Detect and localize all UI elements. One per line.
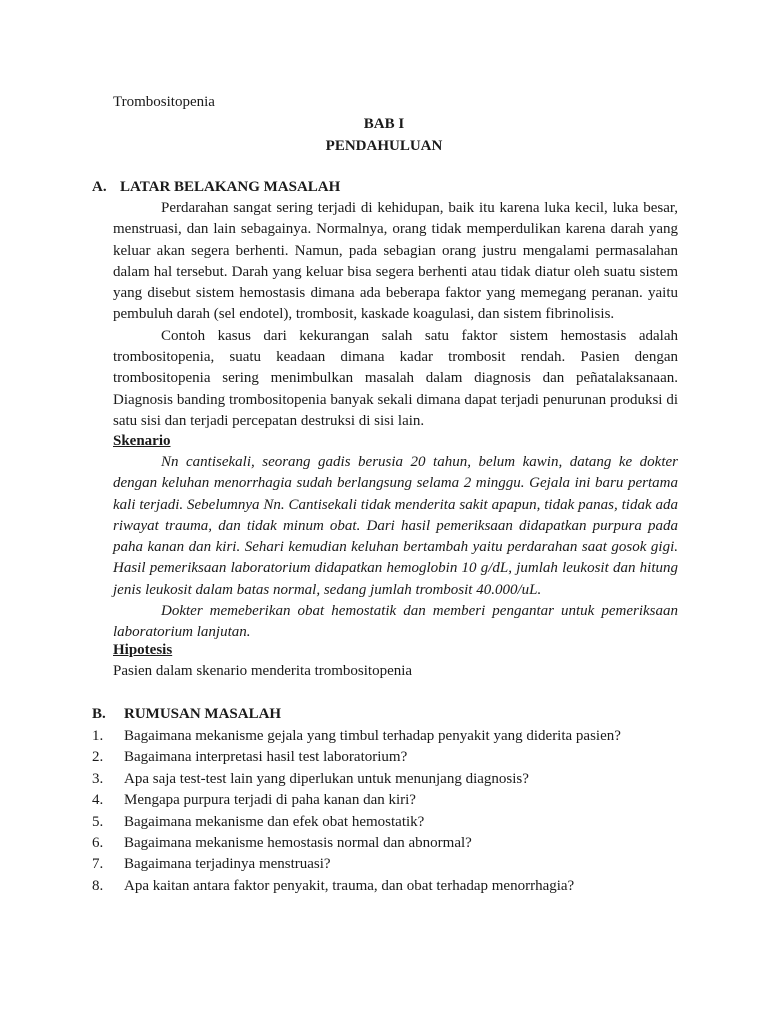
list-item-number: 8. — [92, 877, 104, 894]
skenario-paragraph-2: Dokter memeberikan obat hemostatik dan memberi pengantar untuk pemeriksaan laboratorium lanjutan. — [113, 603, 678, 641]
list-item-text: Mengapa purpura terjadi di paha kanan dan kiri? — [124, 792, 416, 809]
list-item — [92, 854, 621, 875]
list-item-text: Bagaimana terjadinya menstruasi? — [124, 856, 331, 873]
list-item — [92, 769, 621, 790]
chapter-title: PENDAHULUAN — [325, 138, 443, 154]
skenario-paragraph-1: Nn cantisekali, seorang gadis berusia 20 tahun, belum kawin, datang ke dokter dengan keluhan menorrhagia sudah berlangsung selama 2 minggu. Gejala ini baru pertama kali terjadi. Sebelumnya Nn. Cantisekali tidak menderita sakit apapun, tidak panas, tidak ada riwayat trauma, dan tidak minum obat. Dari hasil pemeriksaan didapatkan purpura pada paha kanan dan kiri. Sehari kemudian keluhan bertambah yaitu perdarahan saat gosok gigi. Hasil pemeriksaan laboratorium didapatkan hemoglobin 10 g/dL, jumlah leukosit dan hitung jenis leukosit dalam batas normal, sedang jumlah trombosit 40.000/uL. — [113, 454, 678, 598]
list-item-text: Apa kaitan antara faktor penyakit, trauma, dan obat terhadap menorrhagia? — [124, 877, 575, 894]
list-item-text: Bagaimana interpretasi hasil test laboratorium? — [124, 749, 408, 766]
hypothesis-block — [113, 640, 678, 682]
list-item-number: 5. — [92, 813, 104, 830]
hipotesis-text: Pasien dalam skenario menderita trombositopenia — [113, 663, 413, 679]
paragraph-2: Contoh kasus dari kekurangan salah satu faktor sistem hemostasis adalah trombositopenia, suatu keadaan dimana kadar trombosit rendah. Pasien dengan trombositopenia sering menimbulkan masalah dalam diagnosis dan peñatalaksanaan. Diagnosis banding trombositopenia banyak sekali dimana dapat terjadi penurunan produksi di satu sisi dan terjadi percepatan destruksi di sisi lain. — [113, 327, 678, 429]
skenario-heading: Skenario — [113, 433, 171, 449]
list-item-number: 6. — [92, 835, 104, 852]
list-item-text: Bagaimana mekanisme dan efek obat hemostatik? — [124, 813, 425, 830]
list-item — [92, 812, 621, 833]
background-text — [113, 198, 678, 432]
list-item-number: 7. — [92, 856, 104, 873]
list-item — [92, 833, 621, 854]
hipotesis-heading: Hipotesis — [113, 642, 173, 658]
chapter-number: BAB I — [363, 116, 405, 132]
list-item-text: Bagaimana mekanisme hemostasis normal dan abnormal? — [124, 835, 472, 852]
list-item-number: 2. — [92, 749, 104, 766]
paragraph-1: Perdarahan sangat sering terjadi di kehidupan, baik itu karena luka kecil, luka besar, menstruasi, dan lain sebagainya. Normalnya, orang tidak memperdulikan karena darah yang keluar akan segera berhenti. Namun, pada sebagian orang justru mengalami permasalahan dalam hal tersebut. Darah yang keluar bisa segera berhenti atau tidak diatur oleh suatu sistem yang disebut sistem hemostasis dimana ada beberapa faktor yang memegang peranan. yaitu pembuluh darah (sel endotel), trombosit, kaskade koagulasi, dan sistem fibrinolisis. — [113, 200, 678, 323]
list-item — [92, 876, 621, 897]
list-item — [92, 726, 621, 747]
section-b-heading — [92, 704, 281, 724]
list-item — [92, 790, 621, 811]
list-item-text: Apa saja test-test lain yang diperlukan untuk menunjang diagnosis? — [124, 770, 529, 787]
page-header: Trombositopenia — [113, 94, 215, 110]
list-item-number: 4. — [92, 792, 104, 809]
section-a-title: LATAR BELAKANG MASALAH — [120, 179, 341, 195]
section-a-letter: A. — [92, 179, 107, 195]
list-item-number: 1. — [92, 728, 104, 744]
scenario-block — [113, 431, 678, 644]
list-item-number: 3. — [92, 770, 104, 787]
list-item-text: Bagaimana mekanisme gejala yang timbul terhadap penyakit yang diderita pasien? — [124, 728, 621, 744]
section-a-heading — [92, 177, 340, 197]
list-item — [92, 747, 621, 768]
section-b-letter: B. — [92, 706, 106, 722]
question-list — [92, 726, 621, 897]
section-b-title: RUMUSAN MASALAH — [124, 706, 282, 722]
